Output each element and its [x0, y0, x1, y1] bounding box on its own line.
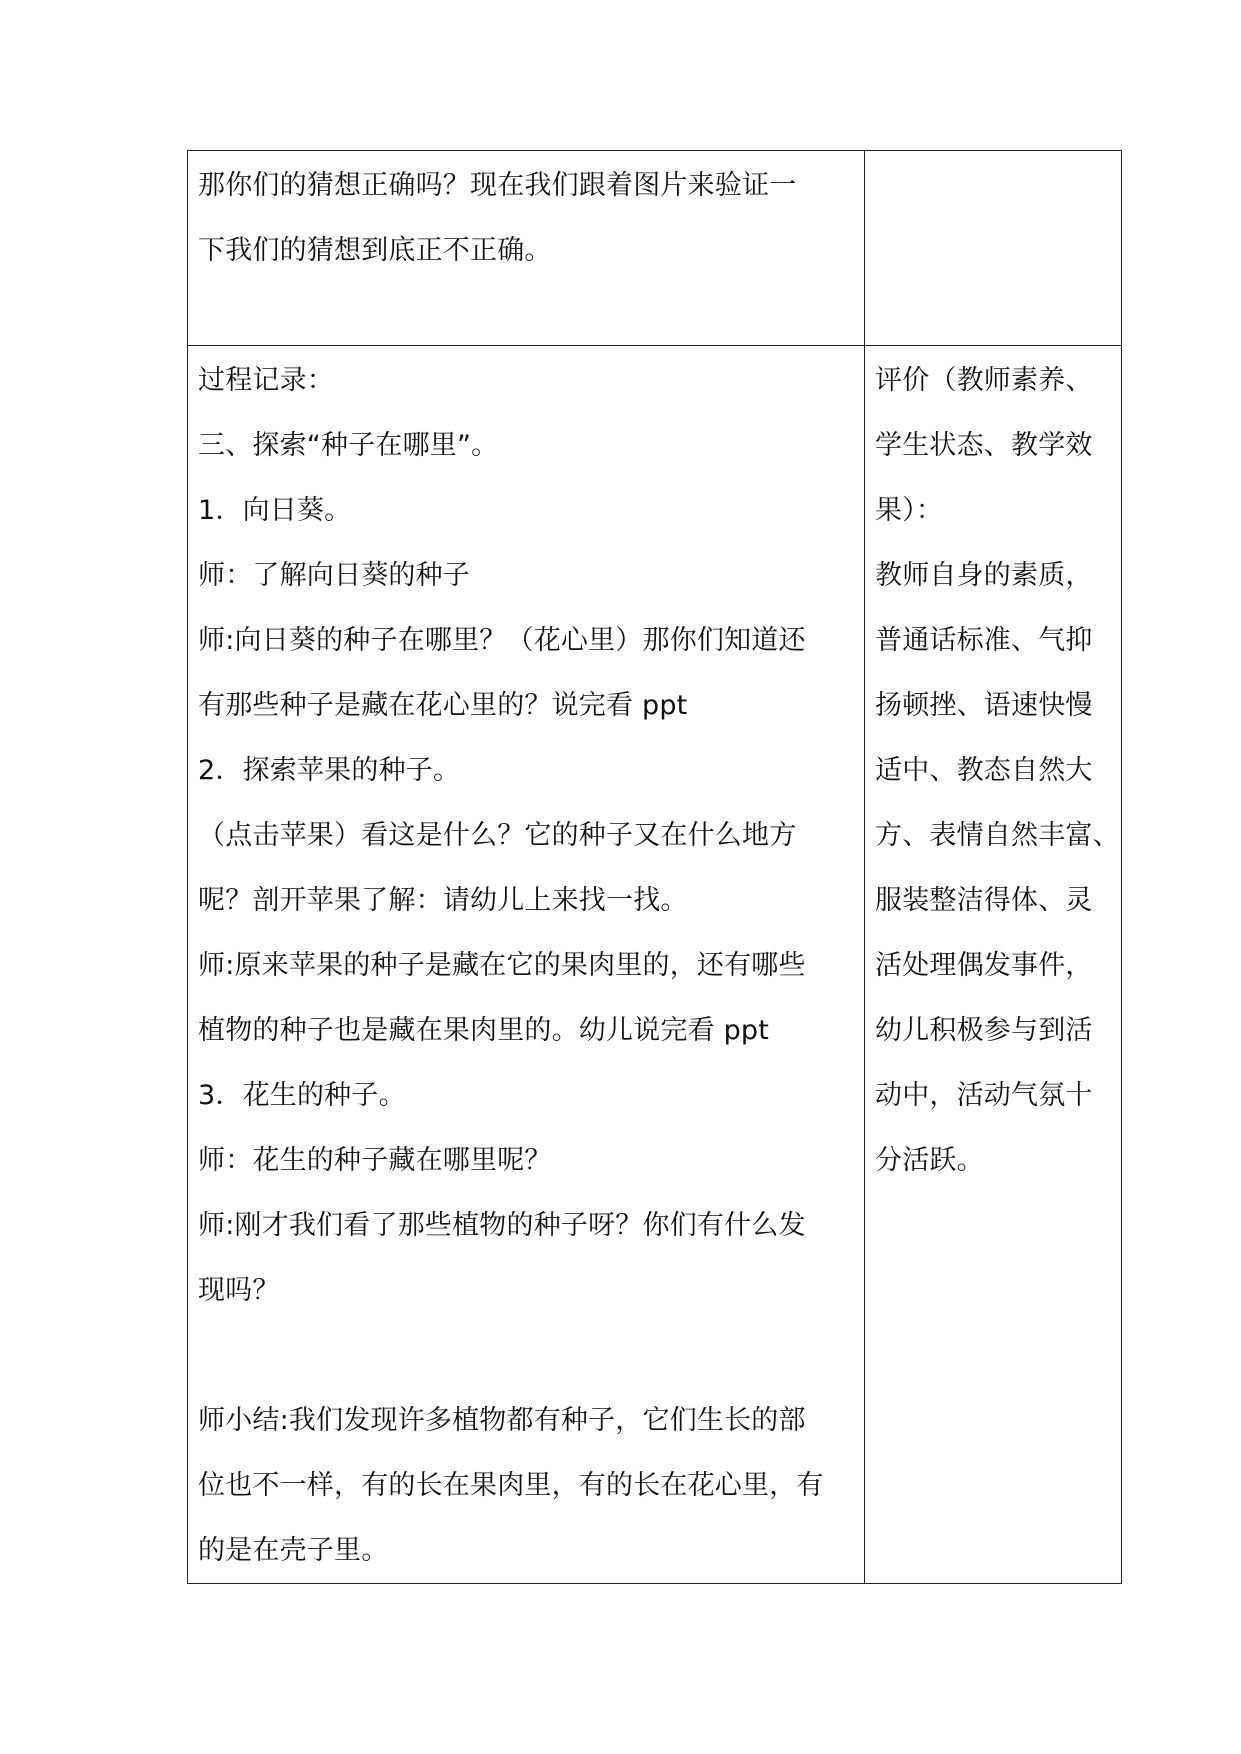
evaluation-line: 服装整洁得体、灵	[875, 885, 1093, 916]
evaluation-line: 活处理偶发事件，	[875, 950, 1093, 981]
evaluation-cell-empty	[865, 151, 1122, 346]
evaluation-line: 普通话标准、气抑	[875, 625, 1093, 656]
process-record-cell	[188, 346, 865, 1584]
summary-line: 的是在壳子里。	[198, 1535, 389, 1566]
table-row	[188, 151, 1122, 346]
text-line: 师:原来苹果的种子是藏在它的果肉里的，还有哪些	[198, 950, 806, 981]
text-line: 那你们的猜想正确吗？现在我们跟着图片来验证一	[198, 170, 797, 201]
section-title: 三、探索“种子在哪里”。	[198, 430, 499, 461]
evaluation-heading: 果）：	[875, 495, 944, 526]
text-line: 有那些种子是藏在花心里的？说完看 ppt	[198, 690, 688, 721]
evaluation-cell	[865, 346, 1122, 1584]
text-line: 植物的种子也是藏在果肉里的。幼儿说完看 ppt	[198, 1015, 770, 1046]
evaluation-line: 动中，活动气氛十	[875, 1080, 1093, 1111]
text-line: 呢？剖开苹果了解：请幼儿上来找一找。	[198, 885, 688, 916]
section-heading: 过程记录：	[198, 365, 334, 396]
evaluation-line: 扬顿挫、语速快慢	[875, 690, 1093, 721]
text-line: 现吗？	[198, 1275, 280, 1306]
lesson-text-cell	[188, 151, 865, 346]
table-row	[188, 346, 1122, 1584]
lesson-record-table	[187, 150, 1122, 1584]
step-heading: 3．花生的种子。	[198, 1080, 406, 1111]
evaluation-line: 分活跃。	[875, 1145, 984, 1176]
evaluation-line: 适中、教态自然大	[875, 755, 1093, 786]
text-line: 师:刚才我们看了那些植物的种子呀？你们有什么发	[198, 1210, 806, 1241]
evaluation-line: 教师自身的素质，	[875, 560, 1093, 591]
evaluation-line: 方、表情自然丰富、	[875, 820, 1120, 851]
step-heading: 2．探索苹果的种子。	[198, 755, 461, 786]
evaluation-heading: 学生状态、教学效	[875, 430, 1093, 461]
summary-line: 师小结:我们发现许多植物都有种子，它们生长的部	[198, 1405, 806, 1436]
blank-line	[198, 1323, 854, 1388]
evaluation-heading: 评价（教师素养、	[875, 365, 1093, 396]
text-line: 师：了解向日葵的种子	[198, 560, 470, 591]
text-line: （点击苹果）看这是什么？它的种子又在什么地方	[198, 820, 797, 851]
text-line: 下我们的猜想到底正不正确。	[198, 235, 552, 266]
summary-line: 位也不一样，有的长在果肉里，有的长在花心里，有	[198, 1470, 824, 1501]
text-line: 师：花生的种子藏在哪里呢？	[198, 1145, 552, 1176]
evaluation-line: 幼儿积极参与到活	[875, 1015, 1093, 1046]
text-line: 师:向日葵的种子在哪里？（花心里）那你们知道还	[198, 625, 806, 656]
step-heading: 1．向日葵。	[198, 495, 352, 526]
